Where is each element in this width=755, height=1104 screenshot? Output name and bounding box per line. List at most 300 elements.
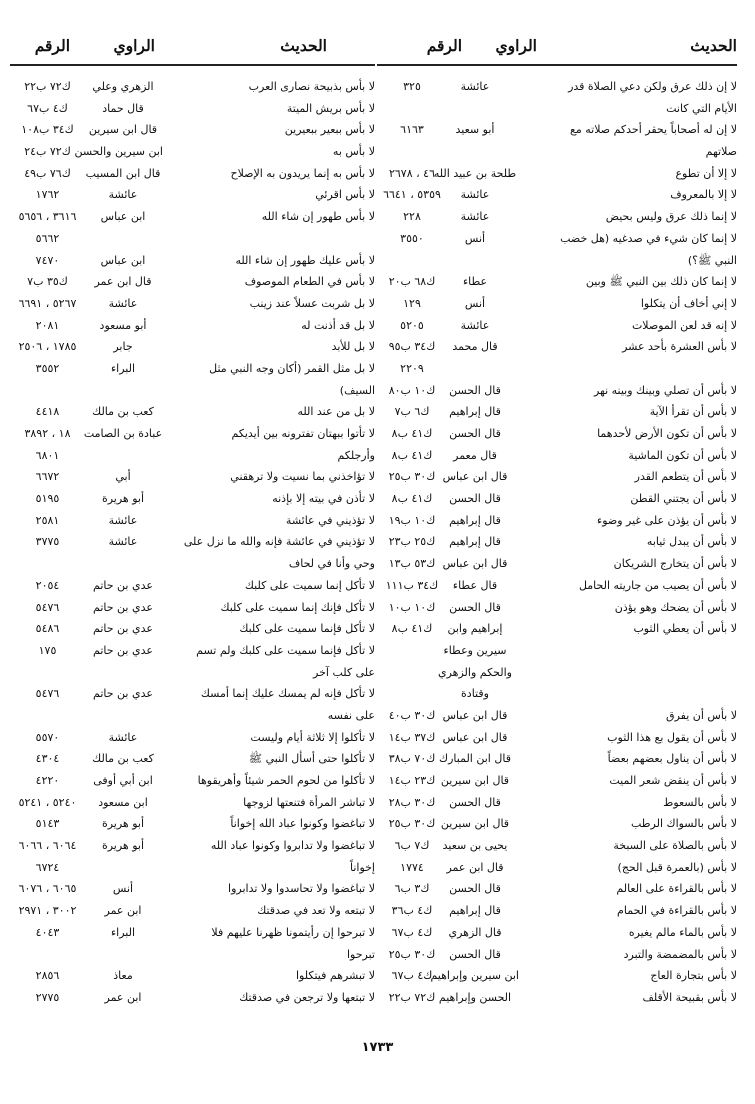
- index-row: [10, 705, 375, 727]
- hadith-number: ٣٢٥: [403, 80, 421, 93]
- narrator: قال الحسن: [449, 427, 501, 440]
- hadith-text: الأيام التي كانت: [666, 101, 737, 115]
- index-row: [377, 466, 737, 488]
- index-row: [10, 336, 375, 358]
- hadith-number: ١٧٦٢: [35, 188, 60, 202]
- index-row: [377, 597, 737, 619]
- index-row: [377, 510, 737, 532]
- hadith-text: لا بأس أن يتطعم القدر: [634, 470, 737, 484]
- hadith-text: لا بأس أن تكون الأرض لأحدهما: [597, 427, 737, 440]
- hadith-text: إخواناً: [349, 860, 375, 874]
- hadith-text: لا إنما كان شيء في صدغيه (هل خضب: [560, 231, 737, 245]
- narrator: البراء: [110, 361, 136, 375]
- hadith-number: ك٤١ ب٨: [391, 448, 433, 462]
- narrator: أنس: [464, 231, 486, 245]
- index-row: [10, 597, 375, 619]
- hadith-number: ٥٤٧٦: [35, 600, 60, 614]
- hadith-number: ٥٣٥٩ ، ٦٦٤١: [383, 188, 441, 202]
- narrator: قال معمر: [453, 448, 497, 462]
- hadith-number: ٤٦ ، ٢٦٧٨: [388, 166, 435, 180]
- index-row: [10, 250, 375, 272]
- hadith-number: ٣٠٠٢ ، ٢٩٧١: [18, 904, 77, 918]
- hadith-text: تبرحوا: [347, 947, 375, 961]
- hadith-number: ٤٣٠٤: [35, 752, 60, 766]
- index-row: [377, 748, 737, 770]
- hadith-text: لا إني أخاف أن يتكلوا: [640, 296, 737, 310]
- hadith-number: ك٧٠ ب٣٨: [388, 752, 436, 766]
- hadith-number: ٦١٦٣: [400, 123, 424, 137]
- hadith-text: لا تباغضوا وكونوا عباد الله إخواناً: [230, 817, 375, 831]
- hadith-text: لا تأكلوا حتى أسأل النبي ﷺ: [248, 752, 375, 766]
- hadith-text: لا تؤاخذني بما نسيت ولا ترهقني: [230, 470, 375, 484]
- hadith-text: لا بأس بالصلاة على السبخة: [613, 839, 737, 853]
- hadith-text: لا بأس أن تقرأ الآية: [649, 405, 737, 419]
- hadith-text: لا تأكل فإنه لم يمسك عليك إنما أمسك: [200, 687, 375, 701]
- hadith-number: ك١٠ ب٨٠: [388, 383, 436, 397]
- hadith-text: لا تأكل فإنك إنما سميت على كلبك: [220, 600, 375, 614]
- hadith-text: لا تباغضوا ولا تدابروا وكونوا عباد الله: [210, 839, 375, 853]
- narrator: قال ابن سيرين: [440, 817, 510, 831]
- index-row: [377, 705, 737, 727]
- header-hadith: الحديث: [280, 36, 327, 55]
- index-row: [10, 184, 375, 206]
- narrator: البراء: [110, 925, 136, 939]
- narrator: أبو سعيد: [455, 123, 495, 137]
- hadith-text: لا بأس بالسواك الرطب: [630, 817, 737, 831]
- narrator: قال ابن سيرين: [88, 123, 158, 137]
- index-row: [377, 445, 737, 467]
- index-row: [377, 293, 737, 315]
- index-row: [10, 770, 375, 792]
- index-row: [10, 163, 375, 185]
- index-row: [377, 900, 737, 922]
- hadith-number: ٢٠٥٤: [35, 578, 60, 592]
- hadith-number: ك٣٠ ب٤٠: [388, 708, 436, 722]
- narrator: قال الحسن: [449, 492, 501, 506]
- hadith-number: ٢٢٨: [403, 210, 421, 224]
- hadith-number: ك٤١ ب٨: [391, 427, 433, 440]
- index-row: [10, 76, 375, 98]
- narrator: يحيى بن سعيد: [442, 839, 508, 853]
- index-row: [377, 423, 737, 445]
- hadith-text: لا بأس ببعير ببعيرين: [284, 123, 375, 137]
- hadith-number: ٦٧٢٤: [35, 860, 60, 874]
- index-row: [10, 228, 375, 250]
- hadith-text: لا تباغضوا ولا تحاسدوا ولا تدابروا: [228, 882, 375, 896]
- hadith-text: لا تؤذيني في عائشة فإنه والله ما نزل على: [183, 535, 375, 549]
- index-row: [10, 944, 375, 966]
- hadith-number: ٤٤١٨: [35, 405, 60, 419]
- index-row: [377, 315, 737, 337]
- hadith-number: ١٨ ، ٣٨٩٢: [24, 427, 71, 440]
- hadith-text: على كلب آخر: [313, 665, 375, 679]
- narrator: عدي بن حاتم: [93, 578, 153, 592]
- index-row: [10, 141, 375, 163]
- index-row: [10, 488, 375, 510]
- narrator: ابن عمر: [104, 904, 142, 918]
- hadith-text: لا بأس عليك طهور إن شاء الله: [235, 253, 375, 267]
- hadith-number: ٦٨٠١: [35, 448, 60, 462]
- narrator: عائشة: [460, 210, 490, 224]
- hadith-text: لا بأس به: [332, 145, 375, 159]
- hadith-text: لا تأكل فإنما سميت على كلبك: [239, 622, 375, 636]
- hadith-text: لا تبشرهم فيتكلوا: [295, 969, 375, 983]
- header-hadith: الحديث: [690, 36, 737, 55]
- index-row: [10, 315, 375, 337]
- narrator: قال الحسن: [449, 882, 501, 896]
- index-row: [377, 770, 737, 792]
- hadith-text: لا بأس أن يفرق: [666, 708, 737, 722]
- narrator: عطاء: [462, 275, 488, 289]
- index-row: [10, 119, 375, 141]
- hadith-number: ك٤١ ب٨: [391, 492, 433, 506]
- right-column-header: [377, 32, 737, 66]
- index-row: [377, 878, 737, 900]
- narrator: ابن مسعود: [98, 795, 148, 809]
- narrator: عبادة بن الصامت: [83, 427, 163, 440]
- hadith-text: لا إنما كان ذلك بين النبي ﷺ وبين: [585, 275, 737, 289]
- hadith-number: ٢٧٧٥: [35, 990, 60, 1004]
- index-row: [10, 206, 375, 228]
- right-column: [377, 32, 737, 1009]
- narrator: ابن أبي أوفى: [93, 774, 153, 787]
- hadith-text: لا إلا أن تطوع: [675, 166, 737, 180]
- hadith-number: ٥٤٧٦: [35, 687, 60, 701]
- narrator: قال إبراهيم: [449, 513, 501, 527]
- index-row: [377, 835, 737, 857]
- index-row: [377, 965, 737, 987]
- narrator: عائشة: [460, 80, 490, 93]
- index-row: [377, 813, 737, 835]
- hadith-number: ٢٢٠٩: [400, 361, 424, 375]
- index-row: [377, 683, 737, 705]
- narrator: عائشة: [108, 730, 138, 744]
- index-row: [377, 271, 737, 293]
- index-row: [377, 857, 737, 879]
- hadith-text: لا بل قد أذنت له: [301, 318, 375, 332]
- hadith-number: ٤٢٢٠: [35, 774, 60, 787]
- hadith-number: ك٦٨ ب٢٠: [388, 275, 436, 289]
- narrator: أبو هريرة: [101, 492, 145, 506]
- hadith-number: ٢٥٨١: [35, 513, 60, 527]
- narrator: الحسن وإبراهيم: [438, 990, 512, 1004]
- hadith-text: لا تبرحوا إن رأيتمونا ظهرنا عليهم فلا: [211, 925, 375, 939]
- index-row: [10, 662, 375, 684]
- hadith-text: لا بأس أن يقول بع هذا الثوب: [607, 730, 737, 744]
- narrator: قال الحسن: [449, 383, 501, 397]
- index-row: [377, 553, 737, 575]
- hadith-text: لا بأس أن يناول بعضهم بعضاً: [607, 752, 737, 766]
- index-row: [10, 813, 375, 835]
- hadith-text: لا بأس به إنما يريدون به الإصلاح: [230, 166, 375, 180]
- narrator: سيرين وعطاء: [443, 643, 507, 657]
- narrator: قال ابن عباس: [442, 557, 508, 571]
- header-rawi: الراوي: [495, 36, 537, 55]
- hadith-number: ك٢٥ ب٢٣: [388, 535, 436, 549]
- index-row: [10, 380, 375, 402]
- hadith-number: ك٧٢ ب٢٢: [388, 990, 436, 1004]
- hadith-number: ك١٠ ب١٩: [388, 513, 436, 527]
- narrator: عائشة: [460, 188, 490, 202]
- index-row: [10, 683, 375, 705]
- hadith-text: وأرجلكم: [337, 448, 375, 462]
- narrator: أبو مسعود: [99, 318, 147, 332]
- hadith-number: ك٣٧ ب١٤: [388, 730, 436, 744]
- narrator: أبي: [115, 470, 131, 484]
- hadith-number: ك٣٥ ب٧: [27, 275, 68, 289]
- index-row: [377, 119, 737, 141]
- hadith-number: ٥٦٦٢: [35, 231, 60, 245]
- left-column: [10, 32, 375, 1009]
- hadith-number: ٢٠٨١: [35, 318, 60, 332]
- index-row: [377, 922, 737, 944]
- narrator: عدي بن حاتم: [93, 687, 153, 701]
- hadith-number: ك٤ ب٦٧: [391, 969, 433, 983]
- hadith-number: ٦٦٧٢: [35, 470, 60, 484]
- narrator: قال ابن عباس: [442, 470, 508, 484]
- index-row: [10, 857, 375, 879]
- hadith-text: لا إن له أصحاباً يحقر أحدكم صلاته مع: [570, 123, 737, 137]
- narrator: ابن عباس: [100, 253, 146, 267]
- index-row: [10, 900, 375, 922]
- index-row: [377, 987, 737, 1009]
- narrator: قال إبراهيم: [449, 405, 501, 419]
- narrator: قال الحسن: [449, 795, 501, 809]
- narrator: طلحة بن عبيد الله: [433, 166, 517, 180]
- index-row: [377, 380, 737, 402]
- hadith-text: لا تأكل إنما سميت على كلبك: [244, 578, 375, 592]
- narrator: ابن عمر: [104, 990, 142, 1004]
- index-row: [10, 727, 375, 749]
- narrator: قال الحسن: [449, 947, 501, 961]
- narrator: قال ابن سيرين: [440, 774, 510, 787]
- page-number: ١٧٣٣: [361, 1040, 394, 1055]
- hadith-number: ٥١٩٥: [35, 492, 60, 506]
- hadith-text: لا بأس أن يصيب من جاريته الحامل: [578, 578, 737, 592]
- index-row: [377, 575, 737, 597]
- hadith-text: لا تأتوا ببهتان تفترونه بين أيديكم: [231, 427, 375, 440]
- narrator: ابن عباس: [100, 210, 146, 224]
- hadith-text: صلاتهم: [705, 145, 737, 159]
- narrator: ابن سيرين وإبراهيم: [430, 969, 519, 983]
- narrator: عدي بن حاتم: [93, 600, 153, 614]
- hadith-number: ٣٧٧٥: [35, 535, 60, 549]
- hadith-text: لا بأس طهور إن شاء الله: [261, 210, 375, 224]
- index-row: [10, 922, 375, 944]
- hadith-number: ٦٠٦٥ ، ٦٠٧٦: [18, 882, 77, 896]
- hadith-text: لا بل من عند الله: [297, 405, 375, 419]
- hadith-text: لا تباشر المرأة فتنعتها لزوجها: [243, 795, 375, 809]
- narrator: الزهري وعلي: [92, 80, 154, 93]
- hadith-number: ك٣٤ ب٩٥: [388, 340, 436, 354]
- narrator: كعب بن مالك: [92, 405, 154, 419]
- hadith-text: لا تأكل فإنما سميت على كلبك ولم تسم: [196, 643, 375, 657]
- header-rawi: الراوي: [113, 36, 155, 55]
- hadith-text: لا بأس أن ينقض شعر الميت: [609, 774, 737, 787]
- hadith-text: لا بأس أن تصلي وبينك وبينه نهر: [593, 383, 737, 397]
- hadith-number: ٣٥٥٠: [400, 231, 424, 245]
- narrator: قال ابن المبارك: [439, 752, 511, 766]
- hadith-number: ك٥٣ ب١٣: [388, 557, 436, 571]
- index-row: [377, 488, 737, 510]
- hadith-text: لا بأس بالماء مالم يغيره: [628, 925, 737, 939]
- hadith-number: ك٤ ب٦٧: [391, 925, 433, 939]
- narrator: أنس: [464, 296, 486, 310]
- index-row: [377, 401, 737, 423]
- right-rows: [377, 66, 737, 1009]
- index-row: [10, 445, 375, 467]
- hadith-number: ك٧٢ ب٢٤: [24, 145, 71, 159]
- narrator: أبو هريرة: [101, 839, 145, 853]
- index-row: [10, 878, 375, 900]
- index-row: [377, 250, 737, 272]
- index-row: [10, 466, 375, 488]
- index-row: [10, 792, 375, 814]
- hadith-number: ك٣٠ ب٢٥: [388, 817, 436, 831]
- index-row: [377, 184, 737, 206]
- index-row: [377, 358, 737, 380]
- hadith-number: ك٧٦ ب٤٩: [24, 166, 71, 180]
- hadith-text: لا بأس بالسعوط: [663, 795, 737, 809]
- index-row: [10, 835, 375, 857]
- hadith-text: لا إنه قد لعن الموصلات: [631, 318, 737, 332]
- hadith-text: لا بل للأبد: [331, 340, 375, 354]
- index-row: [377, 944, 737, 966]
- hadith-number: ١٧٨٥ ، ٢٥٠٦: [18, 340, 77, 354]
- hadith-text: لا تأكلوا من لحوم الحمر شيئاً وأهريقوها: [197, 774, 375, 787]
- index-row: [377, 618, 737, 640]
- hadith-number: ك٤ ب٦٧: [27, 101, 68, 115]
- narrator: كعب بن مالك: [92, 752, 154, 766]
- hadith-text: النبي ﷺ؟): [687, 253, 737, 267]
- hadith-text: لا بأس بريش الميتة: [286, 101, 375, 115]
- hadith-number: ٦٠٦٤ ، ٦٠٦٦: [18, 839, 77, 853]
- narrator: قال الزهري: [448, 925, 502, 939]
- hadith-number: ٥٢٤٠ ، ٥٢٤١: [18, 795, 77, 809]
- narrator: قال عطاء: [452, 578, 498, 592]
- narrator: وقتادة: [461, 687, 489, 701]
- hadith-number: ك٤ ب٣٦: [391, 904, 433, 918]
- hadith-text: لا بأس أن يجتني القطن: [630, 492, 737, 506]
- hadith-text: لا إنما ذلك عرق وليس بحيض: [605, 210, 737, 224]
- hadith-number: ٣٦١٦ ، ٥٦٥٦: [18, 210, 77, 224]
- hadith-text: لا بأس بالمضمضة والتبرد: [623, 947, 737, 961]
- hadith-text: لا إلا بالمعروف: [670, 188, 737, 202]
- hadith-number: ك٤١ ب٨: [391, 622, 433, 636]
- narrator: عدي بن حاتم: [93, 622, 153, 636]
- index-row: [10, 271, 375, 293]
- hadith-text: لا إن ذلك عرق ولكن دعي الصلاة قدر: [568, 80, 737, 93]
- narrator: أبو هريرة: [101, 817, 145, 831]
- narrator: قال إبراهيم: [449, 535, 501, 549]
- narrator: ابن سيرين والحسن: [74, 145, 163, 159]
- index-row: [10, 748, 375, 770]
- hadith-number: ١٧٥: [38, 643, 57, 657]
- narrator: قال ابن عمر: [446, 860, 504, 874]
- hadith-text: وحي وأنا في لحاف: [288, 557, 375, 571]
- index-row: [377, 531, 737, 553]
- hadith-text: لا بأس بقبيحة الأقلف: [642, 990, 737, 1004]
- narrator: قال ابن عمر: [94, 275, 152, 289]
- hadith-number: ك٣ ب٦: [394, 882, 430, 896]
- hadith-text: لا بل مثل القمر (أكان وجه النبي مثل: [209, 361, 375, 375]
- index-row: [377, 662, 737, 684]
- hadith-text: لا بأس أن يضحك وهو يؤذن: [614, 600, 737, 614]
- hadith-text: لا بأس اقرئي: [315, 188, 375, 202]
- index-row: [10, 401, 375, 423]
- hadith-text: لا تبتعه ولا تعد في صدقتك: [257, 904, 375, 918]
- index-row: [377, 141, 737, 163]
- index-row: [10, 510, 375, 532]
- hadith-text: لا بأس بالقراءة على العالم: [616, 882, 737, 896]
- left-rows: [10, 66, 375, 1009]
- hadith-number: ٥٢٠٥: [400, 318, 424, 332]
- index-row: [10, 965, 375, 987]
- hadith-number: ٣٥٥٢: [35, 361, 60, 375]
- hadith-text: السيف): [339, 383, 375, 397]
- hadith-number: ٧٤٧٠: [35, 253, 60, 267]
- hadith-number: ك١٠ ب١٠: [388, 600, 436, 614]
- hadith-number: ك٧ ب٦: [394, 839, 430, 853]
- index-row: [377, 206, 737, 228]
- hadith-text: لا بأس أن يتخارج الشريكان: [613, 557, 737, 571]
- index-row: [10, 293, 375, 315]
- narrator: عائشة: [108, 188, 138, 202]
- index-row: [377, 792, 737, 814]
- index-row: [10, 575, 375, 597]
- narrator: قال ابن عباس: [442, 708, 508, 722]
- hadith-number: ٤٠٤٣: [35, 925, 60, 939]
- narrator: جابر: [113, 340, 133, 354]
- narrator: عائشة: [108, 513, 138, 527]
- hadith-text: لا تؤذيني في عائشة: [285, 513, 375, 527]
- hadith-number: ك٣٠ ب٢٥: [388, 947, 436, 961]
- narrator: قال حماد: [102, 101, 144, 115]
- index-row: [10, 358, 375, 380]
- left-column-header: [10, 32, 375, 66]
- narrator: والحكم والزهري: [438, 665, 512, 679]
- hadith-text: لا تأذن في بيته إلا بإذنه: [272, 492, 375, 506]
- hadith-text: لا بأس (بالعمرة قبل الحج): [617, 860, 737, 874]
- index-row: [377, 336, 737, 358]
- hadith-text: لا تأكلوا إلا ثلاثة أيام وليست: [250, 730, 375, 744]
- index-row: [10, 423, 375, 445]
- hadith-number: ك٦ ب٧: [394, 405, 430, 419]
- narrator: عائشة: [460, 318, 490, 332]
- index-row: [377, 228, 737, 250]
- index-row: [10, 553, 375, 575]
- narrator: عائشة: [108, 296, 138, 310]
- hadith-number: ١٢٩: [403, 296, 421, 310]
- narrator: قال إبراهيم: [449, 904, 501, 918]
- hadith-text: لا بأس أن تكون الماشية: [628, 448, 737, 462]
- narrator: عدي بن حاتم: [93, 643, 153, 657]
- hadith-text: لا تبتعها ولا ترجعن في صدقتك: [239, 990, 375, 1004]
- index-row: [10, 98, 375, 120]
- hadith-text: لا بأس العشرة بأحد عشر: [622, 340, 737, 354]
- hadith-text: لا بأس بذبيحة نصارى العرب: [248, 80, 375, 93]
- hadith-number: ٢٨٥٦: [35, 969, 60, 983]
- index-row: [10, 987, 375, 1009]
- hadith-number: ٥١٤٣: [35, 817, 60, 831]
- hadith-text: لا بأس أن يبدل ثيابه: [646, 535, 737, 549]
- hadith-number: ١٧٧٤: [400, 860, 424, 874]
- hadith-number: ك٣٤ ب١١١: [385, 578, 439, 592]
- hadith-number: ك٣٠ ب٢٨: [388, 795, 436, 809]
- index-row: [377, 727, 737, 749]
- narrator: إبراهيم وابن: [447, 622, 503, 636]
- index-row: [377, 640, 737, 662]
